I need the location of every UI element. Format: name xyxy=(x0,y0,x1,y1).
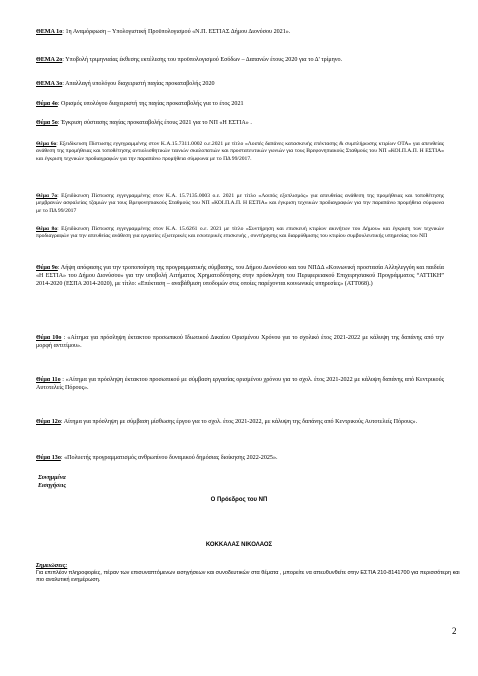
attachments-line-2: Εισηγήσεις xyxy=(38,482,67,489)
signer-name: ΚΟΚΚΑΛΑΣ ΝΙΚΟΛΑΟΣ xyxy=(205,542,273,548)
topic-6 xyxy=(36,141,444,163)
topic-5 xyxy=(36,119,444,127)
topic-text: : «Αίτημα για πρόσληψη έκτακτου προσωπικού με σύμβαση εργασίας ορισμένου χρόνου για το σχολ. έτος 2021-2022 με κάλυψη δαπάνης από Κεντρικούς Αυτοτελείς Πόρους». xyxy=(36,377,445,392)
topic-9 xyxy=(36,264,444,288)
notes-section xyxy=(36,563,466,584)
topic-label: Θέμα 9ο xyxy=(36,265,58,271)
topic-text: : Λήψη απόφασης για την τροποποίηση της προγραμματικής σύμβασης, του Δήμου Διονύσου και του ΝΠΔΔ «Κοινωνική προστασία Αλληλεγγύη και παιδεία «Η ΕΣΤΙΑ» του Δήμου Διονύσου» για την υποβολή Αιτήματος Χρηματοδότησης στην πρόσκληση του Περιφερειακού Επιχειρησιακού Προγράμματος “ΑΤΤΙΚΗ” 2014-2020 (ΕΣΠΑ 2014-2020), με τίτλο: «Επέκταση – αναβάθμιση υποδομών στις οποίες παρέχονται κοινωνικές υπηρεσίες» (ΑΤΤ068).) xyxy=(36,265,444,288)
topic-12 xyxy=(36,418,444,426)
topic-text: : Αίτημα για πρόσληψη με σύμβαση μίσθωσης έργου για το σχολ. έτος 2021-2022, με κάλυψη της δαπάνης από Κεντρικούς Αυτοτελείς Πόρους». xyxy=(60,419,418,425)
signer-title: Ο Πρόεδρος του ΝΠ xyxy=(210,497,268,503)
topic-text: : Ορισμός υπολόγου διαχειριστή της παγίας προκαταβολής για το έτος 2021 xyxy=(57,101,244,107)
notes-text: Για επιπλέον πληροφορίες, πέραν των επισυναπτόμενων εισηγήσεων και συνοδευτικών στα θέματα , μπορείτε να απευθυνθείτε στην ΕΣΤΙΑ 210-8141700 για περισσότερη και πιο αναλυτική ενημέρωση. xyxy=(36,570,460,584)
topic-text: : 1η Αναμόρφωση – Υπολογιστική Προϋπολογισμού «Ν.Π. ΕΣΤΙΑΣ Δήμου Διονύσου 2021». xyxy=(62,29,291,35)
attachments-label xyxy=(38,475,66,490)
topic-label: ΘΕΜΑ 3ο xyxy=(36,81,63,87)
topic-1 xyxy=(36,28,444,36)
topic-7 xyxy=(36,193,444,215)
topic-11 xyxy=(36,376,444,392)
topic-13 xyxy=(36,454,444,462)
topic-2 xyxy=(36,56,444,64)
topic-8 xyxy=(36,226,444,241)
topic-text: : Υποβολή τριμηνιαίας έκθεσης εκτέλεσης του προϋπολογισμού Εσόδων – Δαπανών έτους 2020 για το Δ' τρίμηνο. xyxy=(62,57,343,63)
topic-text: : Εξειδίκευση Πίστωσης εγγεγραμμένης στον Κ.Α. 15.6261 ο.ε. 2021 με τίτλο «Συντήρηση και επισκευή κτιρίων ακινήτων του Δήμου» και έγκριση των τεχνικών προδιαγραφών για την απευθείας ανάθεση για εργασίες εξωτερικές και εσωτερικές επισκευής , συντήρησης και διαρρύθμισης του κτιρίου συμβουλευτικής υπηρεσίας του ΝΠ xyxy=(36,226,444,240)
topic-label: Θέμα 7ο xyxy=(36,193,58,199)
topic-10 xyxy=(36,334,444,350)
topic-label: Θέμα 4ο xyxy=(36,101,58,107)
topic-text: : Εξειδίκευση Πίστωσης εγγεγραμμένης στον Κ.Α.15.7311.0002 ο.ε.2021 με τίτλο «Λοιπές δαπάνες κατασκευής επέκτασης & συμπλήρωσης κτιρίων ΟΤΑ» για απευθείας ανάθεση της προμήθειας και τοποθέτησης αντιολισθητικών ταινιών σκαλοπατιών και προστατευτικών γωνιών για τους Βρεφονηπιακούς Σταθμούς του ΝΠ «ΚΟΙ.Π.Α.Π. Η ΕΣΤΙΑ» και έγκριση τεχνικών προδιαγραφών για την παραπάνω προμήθεια σύμφωνα με το ΠΔ 99/2017. xyxy=(36,141,445,162)
topic-text: : Έγκριση σύστασης παγίας προκαταβολής έτους 2021 για το ΝΠ «Η ΕΣΤΙΑ» . xyxy=(57,120,252,126)
topic-3 xyxy=(36,80,444,88)
topic-label: Θέμα 8ο xyxy=(36,226,58,232)
page-number: 2 xyxy=(452,626,457,636)
topic-text: : Εξειδίκευση Πίστωσης εγγεγραμμένης στον Κ.Α. 15.7135.0003 ο.ε. 2021 με τίτλο «Λοιπός εξοπλισμός» για απευθείας ανάθεση της προμήθειας και τοποθέτησης μεμβρανών ασφαλείας τζαμιών για τους Βρεφονηπιακούς Σταθμούς του ΝΠ «ΚΟΙ.Π.Α.Π. Η ΕΣΤΙΑ» και έγκριση τεχνικών προδιαγραφών για την παραπάνω προμήθεια σύμφωνα με το ΠΔ 99/2017 xyxy=(36,193,445,214)
attachments-line-1: Συνημμένα xyxy=(38,475,66,481)
topic-text: : «Αίτημα για πρόσληψη έκτακτου προσωπικού Ιδιωτικού Δικαίου Ορισμένου Χρόνου για το σχολικό έτος 2021-2022 με κάλυψη της δαπάνης από την μορφή αντιτίμου». xyxy=(36,335,444,350)
topic-label: Θέμα 13ο xyxy=(36,455,61,461)
topic-4 xyxy=(36,100,444,108)
topic-label: Θέμα 6ο xyxy=(36,141,57,147)
topic-label: Θέμα 5ο xyxy=(36,120,58,126)
topic-label: Θέμα 11ο xyxy=(36,377,61,383)
topic-text: : Απαλλαγή υπολόγου διαχειριστή παγίας προκαταβολής 2020 xyxy=(62,81,215,87)
topic-label: ΘΕΜΑ 1ο xyxy=(36,29,63,35)
topic-label: Θέμα 12ο xyxy=(36,419,61,425)
notes-title: Σημειώσεις: xyxy=(36,563,68,569)
topic-label: ΘΕΜΑ 2ο xyxy=(36,57,63,63)
topic-text: : «Πολυετής προγραμματισμός ανθρωπίνου δυναμικού δημόσιας διοίκησης 2022-2025». xyxy=(60,455,278,461)
topic-label: Θέμα 10ο xyxy=(36,335,62,341)
